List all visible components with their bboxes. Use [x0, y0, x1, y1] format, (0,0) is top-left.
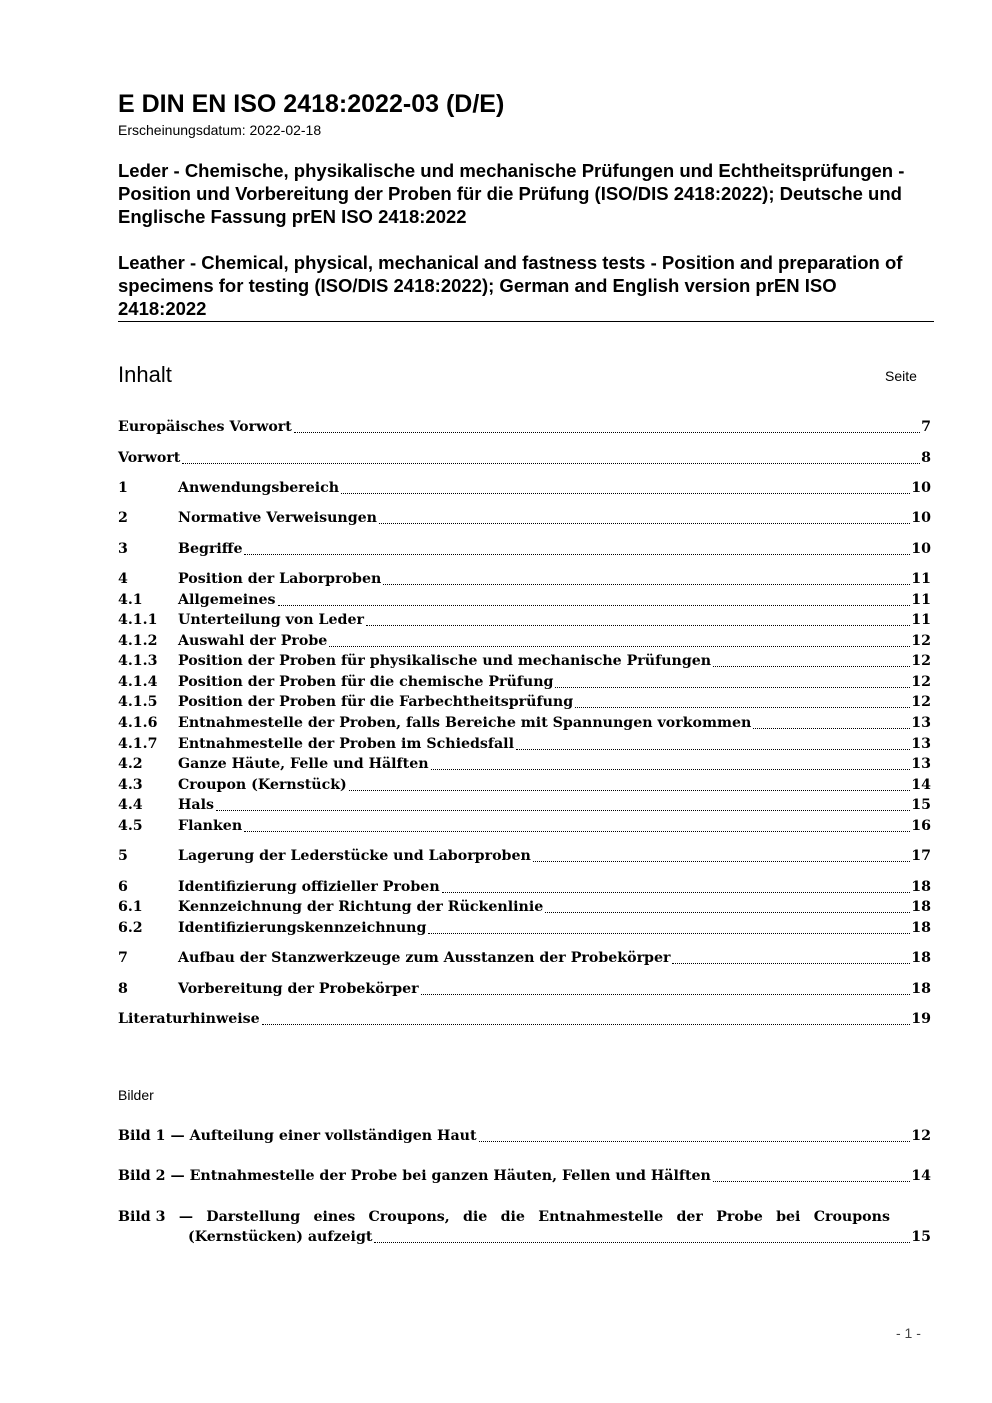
- toc-entry-title: Vorbereitung der Probekörper: [178, 981, 419, 997]
- toc-leader-dots: [341, 493, 910, 494]
- toc-leader-dots: [294, 432, 920, 433]
- toc-entry-page: 15: [911, 797, 931, 813]
- publication-date: Erscheinungsdatum: 2022-02-18: [118, 122, 322, 138]
- toc-entry[interactable]: [118, 1009, 931, 1029]
- toc-entry-title: Entnahmestelle der Proben, falls Bereiche mit Spannungen vorkommen: [178, 715, 752, 731]
- toc-page-column-label: Seite: [885, 368, 917, 384]
- toc-entry-number: 1: [118, 480, 128, 496]
- figure-title-word: bei: [776, 1209, 801, 1225]
- figure-entry-title: Bild 1 — Aufteilung einer vollständigen Haut: [118, 1128, 477, 1144]
- toc-leader-dots: [713, 666, 910, 667]
- toc-entry[interactable]: [118, 918, 931, 938]
- figure-entry-title-line2: (Kernstücken) aufzeigt: [188, 1229, 373, 1245]
- toc-entry[interactable]: [118, 877, 931, 897]
- toc-entry-title: Unterteilung von Leder: [178, 612, 364, 628]
- toc-leader-dots: [182, 463, 920, 464]
- toc-entry-title: Normative Verweisungen: [178, 510, 377, 526]
- toc-leader-dots: [278, 605, 911, 606]
- toc-entry-number: 5: [118, 848, 128, 864]
- toc-leader-dots: [262, 1024, 911, 1025]
- toc-entry[interactable]: [118, 795, 931, 815]
- document-id: E DIN EN ISO 2418:2022-03 (D/E): [118, 90, 505, 118]
- toc-entry-page: 12: [911, 633, 931, 649]
- toc-entry[interactable]: [118, 590, 931, 610]
- toc-entry-number: 4: [118, 571, 128, 587]
- figure-title-word: Entnahmestelle: [538, 1209, 664, 1225]
- title-english: Leather - Chemical, physical, mechanical and fastness tests - Position and preparation of specimens for testing (ISO/DIS 2418:2022); German and English version prEN ISO 2418:2022: [118, 252, 903, 319]
- toc-entry-title: Kennzeichnung der Richtung der Rückenlinie: [178, 899, 544, 915]
- toc-leader-dots: [244, 831, 910, 832]
- toc-entry-number: 7: [118, 950, 128, 966]
- toc-entry[interactable]: [118, 610, 931, 630]
- toc-entry-number: 2: [118, 510, 128, 526]
- toc-leader-dots: [713, 1181, 910, 1182]
- toc-entry-number: 4.1.7: [118, 736, 158, 752]
- toc-entry-title: Identifizierung offizieller Proben: [178, 879, 440, 895]
- toc-entry-page: 12: [911, 674, 931, 690]
- figure-title-word: Croupons: [813, 1209, 890, 1225]
- toc-entry-page: 12: [911, 653, 931, 669]
- toc-entry-title: Vorwort: [118, 450, 181, 466]
- toc-entry-page: 10: [911, 541, 931, 557]
- toc-entry-title: Auswahl der Probe: [178, 633, 328, 649]
- toc-entry-number: 4.1.6: [118, 715, 158, 731]
- toc-entry-number: 4.4: [118, 797, 143, 813]
- toc-entry[interactable]: [118, 569, 931, 589]
- toc-entry-number: 4.1.4: [118, 674, 158, 690]
- toc-leader-dots: [349, 790, 910, 791]
- toc-entry[interactable]: [118, 448, 931, 468]
- figure-entry-title: Bild 2 — Entnahmestelle der Probe bei ganzen Häuten, Fellen und Hälften: [118, 1168, 711, 1184]
- toc-leader-dots: [431, 769, 911, 770]
- toc-entry[interactable]: [118, 478, 931, 498]
- toc-entry[interactable]: [118, 539, 931, 559]
- toc-entry-page: 18: [911, 950, 931, 966]
- toc-entry-number: 6: [118, 879, 128, 895]
- toc-entry-page: 12: [911, 694, 931, 710]
- toc-entry-page: 18: [911, 879, 931, 895]
- toc-entry[interactable]: [118, 631, 931, 651]
- toc-entry-title: Position der Proben für physikalische und mechanische Prüfungen: [178, 653, 712, 669]
- toc-entry-page: 10: [911, 480, 931, 496]
- toc-entry-page: 14: [911, 777, 931, 793]
- toc-entry-number: 4.3: [118, 777, 143, 793]
- toc-entry-title: Hals: [178, 797, 214, 813]
- figure-entry-page: 14: [911, 1168, 931, 1184]
- header-divider: [118, 321, 934, 322]
- figure-title-word: Darstellung: [206, 1209, 301, 1225]
- toc-entry-number: 3: [118, 541, 128, 557]
- toc-leader-dots: [533, 861, 910, 862]
- figure-title-word: Croupons,: [368, 1209, 450, 1225]
- figure-title-word: die: [500, 1209, 525, 1225]
- toc-entry[interactable]: [118, 508, 931, 528]
- toc-entry-title: Allgemeines: [178, 592, 276, 608]
- toc-leader-dots: [383, 584, 910, 585]
- toc-entry[interactable]: [118, 846, 931, 866]
- figure-entry-page: 12: [911, 1128, 931, 1144]
- toc-entry-page: 13: [911, 715, 931, 731]
- figure-title-word: eines: [313, 1209, 356, 1225]
- toc-entry-title: Ganze Häute, Felle und Hälften: [178, 756, 429, 772]
- toc-entry-page: 10: [911, 510, 931, 526]
- figure-title-word: die: [462, 1209, 488, 1225]
- toc-leader-dots: [545, 912, 910, 913]
- toc-entry-page: 17: [911, 848, 931, 864]
- toc-entry-page: 8: [921, 450, 931, 466]
- toc-heading: Inhalt: [118, 362, 172, 387]
- toc-leader-dots: [516, 749, 910, 750]
- toc-entry[interactable]: [118, 734, 931, 754]
- toc-entry[interactable]: [118, 754, 931, 774]
- toc-entry-title: Position der Laborproben: [178, 571, 382, 587]
- toc-entry-number: 4.2: [118, 756, 143, 772]
- toc-entry-title: Aufbau der Stanzwerkzeuge zum Ausstanzen der Probekörper: [178, 950, 671, 966]
- toc-entry-number: 4.1.5: [118, 694, 158, 710]
- toc-leader-dots: [555, 687, 910, 688]
- toc-entry[interactable]: [118, 651, 931, 671]
- toc-entry-number: 4.5: [118, 818, 143, 834]
- toc-leader-dots: [244, 554, 910, 555]
- figure-entry-page: 15: [911, 1229, 931, 1245]
- toc-leader-dots: [575, 707, 910, 708]
- toc-entry-page: 13: [911, 756, 931, 772]
- title-german: Leder - Chemische, physikalische und mechanische Prüfungen und Echtheitsprüfungen - Position und Vorbereitung der Proben für die Prüfung (ISO/DIS 2418:2022); Deutsche und Englische Fassung prEN ISO 2418:2022: [118, 160, 905, 227]
- figure-entry[interactable]: [118, 1166, 931, 1186]
- toc-entry-title: Flanken: [178, 818, 243, 834]
- toc-entry-title: Lagerung der Lederstücke und Laborproben: [178, 848, 531, 864]
- toc-entry-page: 16: [911, 818, 931, 834]
- toc-leader-dots: [379, 523, 910, 524]
- toc-leader-dots: [329, 646, 910, 647]
- toc-entry-page: 7: [921, 419, 931, 435]
- toc-entry-title: Position der Proben für die chemische Prüfung: [178, 674, 554, 690]
- toc-leader-dots: [366, 625, 910, 626]
- toc-entry-page: 11: [911, 612, 931, 628]
- toc-entry-page: 18: [911, 899, 931, 915]
- toc-leader-dots: [421, 994, 911, 995]
- toc-entry-page: 11: [911, 571, 931, 587]
- figure-entry-title-line1: [118, 1207, 890, 1227]
- toc-leader-dots: [479, 1141, 911, 1142]
- figure-title-word: —: [178, 1209, 193, 1225]
- toc-entry-title: Anwendungsbereich: [178, 480, 340, 496]
- figure-title-word: Probe: [716, 1209, 763, 1225]
- toc-entry[interactable]: [118, 979, 931, 999]
- figure-entry[interactable]: [118, 1207, 931, 1247]
- toc-entry[interactable]: [118, 775, 931, 795]
- toc-entry[interactable]: [118, 897, 931, 917]
- toc-entry-number: 4.1: [118, 592, 143, 608]
- figure-title-word: Bild 3: [118, 1209, 166, 1225]
- toc-entry-title: Europäisches Vorwort: [118, 419, 292, 435]
- toc-entry[interactable]: [118, 816, 931, 836]
- figures-heading: Bilder: [118, 1087, 154, 1103]
- toc-entry[interactable]: [118, 692, 931, 712]
- toc-entry-page: 19: [911, 1011, 931, 1027]
- toc-entry[interactable]: [118, 713, 931, 733]
- toc-entry-title: Position der Proben für die Farbechtheitsprüfung: [178, 694, 574, 710]
- toc-entry[interactable]: [118, 948, 931, 968]
- toc-entry-title: Begriffe: [178, 541, 243, 557]
- toc-entry-title: Entnahmestelle der Proben im Schiedsfall: [178, 736, 514, 752]
- toc-entry-number: 4.1.1: [118, 612, 158, 628]
- toc-leader-dots: [442, 892, 911, 893]
- toc-entry[interactable]: [118, 672, 931, 692]
- toc-leader-dots: [374, 1242, 910, 1243]
- toc-leader-dots: [428, 933, 910, 934]
- toc-leader-dots: [672, 963, 910, 964]
- toc-leader-dots: [216, 810, 910, 811]
- toc-entry-page: 13: [911, 736, 931, 752]
- toc-entry[interactable]: [118, 417, 931, 437]
- page-number: - 1 -: [896, 1325, 921, 1341]
- toc-entry-title: Literaturhinweise: [118, 1011, 260, 1027]
- toc-entry-title: Identifizierungskennzeichnung: [178, 920, 427, 936]
- toc-entry-number: 4.1.3: [118, 653, 158, 669]
- toc-entry-page: 11: [911, 592, 931, 608]
- figure-title-word: der: [676, 1209, 703, 1225]
- toc-entry-page: 18: [911, 981, 931, 997]
- toc-entry-number: 4.1.2: [118, 633, 158, 649]
- figure-entry[interactable]: [118, 1126, 931, 1146]
- toc-entry-number: 6.2: [118, 920, 143, 936]
- toc-entry-number: 8: [118, 981, 128, 997]
- toc-leader-dots: [753, 728, 910, 729]
- toc-entry-title: Croupon (Kernstück): [178, 777, 347, 793]
- toc-entry-number: 6.1: [118, 899, 143, 915]
- toc-entry-page: 18: [911, 920, 931, 936]
